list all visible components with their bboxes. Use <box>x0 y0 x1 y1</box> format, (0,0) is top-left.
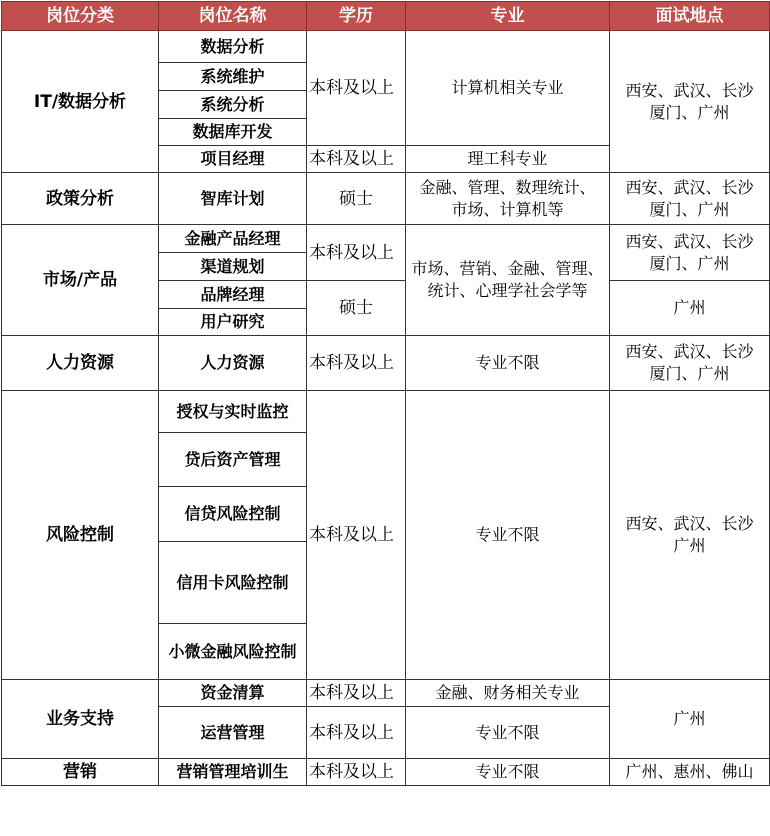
table-row <box>2 336 770 391</box>
position-channel: 渠道规划 <box>159 253 307 281</box>
table-row <box>2 759 770 786</box>
position-sales-trainee: 营销管理培训生 <box>159 759 307 786</box>
education-cell: 本科及以上 <box>307 31 406 146</box>
major-cell: 理工科专业 <box>406 146 610 173</box>
location-line: 西安、武汉、长沙 <box>625 80 754 100</box>
position-clearing: 资金清算 <box>159 680 307 707</box>
position-pm: 项目经理 <box>159 146 307 173</box>
major-line: 金融、管理、数理统计、 <box>419 177 596 197</box>
location-line: 西安、武汉、长沙 <box>625 342 754 361</box>
major-cell: 计算机相关专业 <box>406 31 610 146</box>
category-risk: 风险控制 <box>2 391 159 680</box>
table-row <box>2 680 770 707</box>
category-support: 业务支持 <box>2 680 159 759</box>
location-line: 厦门、广州 <box>649 199 730 219</box>
job-table <box>1 1 770 786</box>
location-cell: 广州、惠州、佛山 <box>610 759 770 786</box>
location-line: 西安、武汉、长沙 <box>625 177 754 197</box>
location-cell <box>610 391 770 680</box>
education-cell: 本科及以上 <box>307 759 406 786</box>
header-category: 岗位分类 <box>2 2 159 31</box>
major-cell: 专业不限 <box>406 707 610 759</box>
position-micro-risk: 小微金融风险控制 <box>159 624 307 680</box>
header-row <box>2 2 770 31</box>
major-cell <box>406 173 610 225</box>
table-row <box>2 31 770 63</box>
major-cell: 专业不限 <box>406 336 610 391</box>
position-sys-maint: 系统维护 <box>159 63 307 91</box>
category-market: 市场/产品 <box>2 225 159 336</box>
position-think-tank: 智库计划 <box>159 173 307 225</box>
education-cell: 本科及以上 <box>307 146 406 173</box>
location-cell <box>610 31 770 173</box>
location-cell <box>610 225 770 281</box>
position-sys-analysis: 系统分析 <box>159 91 307 119</box>
table-row <box>2 173 770 225</box>
position-post-loan: 贷后资产管理 <box>159 433 307 487</box>
table-row <box>2 391 770 433</box>
major-cell: 金融、财务相关专业 <box>406 680 610 707</box>
location-cell <box>610 173 770 225</box>
category-hr: 人力资源 <box>2 336 159 391</box>
location-line: 西安、武汉、长沙 <box>625 514 754 533</box>
major-line: 统计、心理学社会学等 <box>427 281 588 300</box>
position-auth-monitor: 授权与实时监控 <box>159 391 307 433</box>
education-cell: 本科及以上 <box>307 391 406 680</box>
education-cell: 硕士 <box>307 173 406 225</box>
education-cell: 本科及以上 <box>307 680 406 707</box>
position-user-research: 用户研究 <box>159 309 307 336</box>
location-cell: 广州 <box>610 680 770 759</box>
header-location: 面试地点 <box>610 2 770 31</box>
location-line: 广州 <box>673 536 706 555</box>
header-education: 学历 <box>307 2 406 31</box>
location-line: 厦门、广州 <box>649 102 730 122</box>
category-policy: 政策分析 <box>2 173 159 225</box>
major-cell <box>406 225 610 336</box>
position-db-dev: 数据库开发 <box>159 119 307 146</box>
education-cell: 本科及以上 <box>307 336 406 391</box>
position-hr: 人力资源 <box>159 336 307 391</box>
position-ops: 运营管理 <box>159 707 307 759</box>
location-line: 西安、武汉、长沙 <box>625 231 754 251</box>
location-cell: 广州 <box>610 281 770 336</box>
table-row <box>2 225 770 253</box>
major-cell: 专业不限 <box>406 759 610 786</box>
location-line: 厦门、广州 <box>649 253 730 273</box>
category-sales: 营销 <box>2 759 159 786</box>
major-cell: 专业不限 <box>406 391 610 680</box>
location-cell <box>610 336 770 391</box>
header-major: 专业 <box>406 2 610 31</box>
category-it: IT/数据分析 <box>2 31 159 173</box>
major-line: 市场、营销、金融、管理、 <box>411 259 604 278</box>
position-brand: 品牌经理 <box>159 281 307 309</box>
education-cell: 硕士 <box>307 281 406 336</box>
major-line: 市场、计算机等 <box>451 199 564 219</box>
position-credit-risk: 信贷风险控制 <box>159 487 307 542</box>
position-card-risk: 信用卡风险控制 <box>159 542 307 624</box>
education-cell: 本科及以上 <box>307 707 406 759</box>
location-line: 厦门、广州 <box>649 364 730 383</box>
position-data-analysis: 数据分析 <box>159 31 307 63</box>
position-fin-product: 金融产品经理 <box>159 225 307 253</box>
education-cell: 本科及以上 <box>307 225 406 281</box>
header-position: 岗位名称 <box>159 2 307 31</box>
